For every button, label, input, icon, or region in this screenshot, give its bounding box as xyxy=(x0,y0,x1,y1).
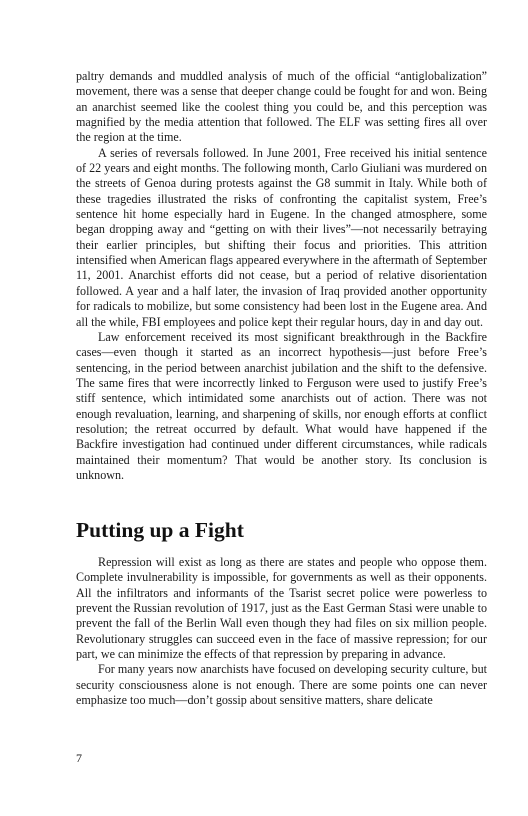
page-number: 7 xyxy=(76,751,82,765)
paragraph: Repression will exist as long as there are states and people who oppose them. Complete invulnerability is impossible, for governments as well as their opponents. All the infiltrators and informants of the Tsarist secret police were powerless to prevent the Russian revolution of 1917, just as the East German Stasi were unable to prevent the fall of the Berlin Wall even though they had files on six million people. Revolutionary struggles can succeed even in the face of massive repression; for our part, we can minimize the effects of that repression by preparing in advance. xyxy=(76,555,487,662)
body-text-bottom xyxy=(76,555,487,708)
paragraph: A series of reversals followed. In June 2001, Free received his initial sentence of 22 years and eight months. The following month, Carlo Giuliani was murdered on the streets of Genoa during protests against the G8 summit in Italy. While both of these tragedies illustrated the risks of confronting the capitalist system, Free’s sentence hit home especially hard in Eugene. In the changed atmosphere, some began dropping away and “getting on with their lives”—not necessarily betraying their earlier principles, but shifting their focus and priorities. This attrition intensified when American flags appeared everywhere in the aftermath of September 11, 2001. Anarchist efforts did not cease, but a period of relative disorientation followed. A year and a half later, the invasion of Iraq provided another opportunity for radicals to mobilize, but some consistency had been lost in the Eugene area. And all the while, FBI employees and police kept their regular hours, day in and day out. xyxy=(76,145,487,329)
paragraph: For many years now anarchists have focused on developing security culture, but security consciousness alone is not enough. There are some points one can never emphasize too much—don’t gossip about sensitive matters, share delicate xyxy=(76,662,487,708)
section-heading: Putting up a Fight xyxy=(76,518,244,542)
paragraph-continued: paltry demands and muddled analysis of much of the official “antiglobalization” movement, there was a sense that deeper change could be fought for and won. Being an anarchist seemed like the coolest thing you could be, and this perception was magnified by the media attention that followed. The ELF was setting fires all over the region at the time. xyxy=(76,69,487,145)
paragraph: Law enforcement received its most significant breakthrough in the Backfire cases—even though it started as an incorrect hypothesis—just before Free’s sentencing, in the period between anarchist jubilation and the shift to the defensive. The same fires that were incorrectly linked to Ferguson were used to justify Free’s stiff sentence, which intimidated some anarchists out of action. There was not enough revaluation, learning, and sharpening of skills, nor enough efforts at conflict resolution; the retreat occurred by default. What would have happened if the Backfire investigation had continued under different circumstances, while radicals maintained their momentum? That would be another story. Its conclusion is unknown. xyxy=(76,329,487,482)
body-text-top xyxy=(76,69,487,483)
